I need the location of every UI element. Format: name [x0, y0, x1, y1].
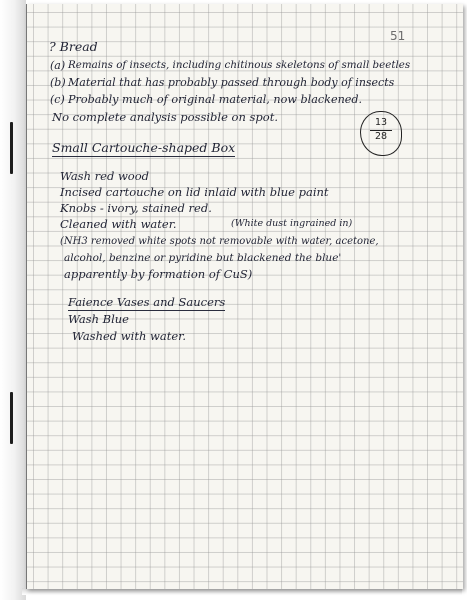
bread-note: No complete analysis possible on spot. [52, 110, 278, 124]
faience-line: Washed with water. [72, 329, 187, 343]
staple [10, 392, 13, 444]
page-number: 51 [390, 29, 406, 43]
bread-item-b: Material that has probably passed through body of insects [68, 76, 395, 89]
box-line: apparently by formation of CuS) [64, 267, 253, 281]
faience-heading: Faience Vases and Saucers [68, 295, 226, 309]
notebook-binding [0, 0, 26, 600]
box-line: Cleaned with water. [60, 217, 177, 231]
reference-number: 13 28 [370, 118, 392, 143]
faience-line: Wash Blue [68, 312, 129, 326]
staple [10, 122, 13, 174]
page-edge [22, 588, 462, 595]
box-line: Wash red wood [60, 169, 150, 183]
box-aside: (White dust ingrained in) [231, 218, 353, 229]
bread-item-c: Probably much of original material, now blackened. [68, 93, 363, 106]
item-marker-a: (a) [50, 59, 66, 72]
box-heading: Small Cartouche-shaped Box [52, 140, 236, 155]
box-line: Incised cartouche on lid inlaid with blue paint [60, 185, 329, 199]
box-line: alcohol, benzine or pyridine but blackened the blue' [64, 252, 342, 264]
box-line: Knobs - ivory, stained red. [60, 201, 212, 215]
item-marker-c: (c) [50, 93, 65, 106]
item-marker-b: (b) [50, 76, 66, 89]
notebook-page [26, 4, 463, 589]
box-line: (NH3 removed white spots not removable with water, acetone, [60, 236, 379, 247]
bread-item-a: Remains of insects, including chitinous skeletons of small beetles [68, 59, 411, 71]
bread-heading: ? Bread [49, 39, 98, 54]
